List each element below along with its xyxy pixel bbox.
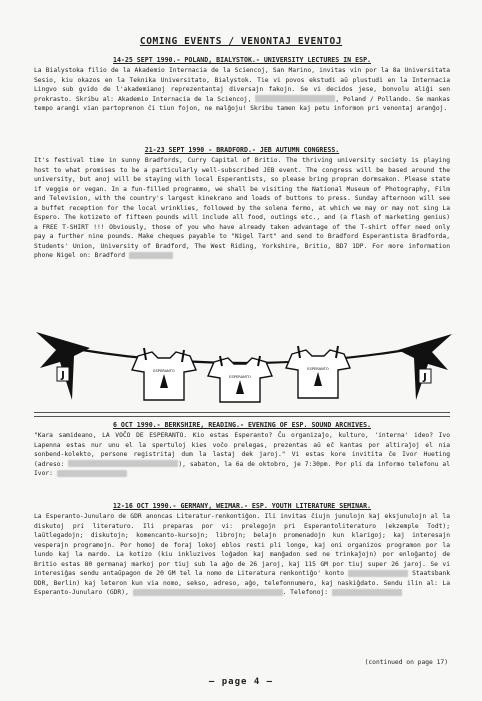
left-star-icon <box>36 332 90 400</box>
event-section-reading <box>34 421 450 479</box>
section-title: 6 OCT 1990.- BERKSHIRE, READING.- EVENING OF ESP. SOUND ARCHIVES. <box>112 421 372 429</box>
left-star-label: J <box>61 370 65 381</box>
redacted-phone <box>57 470 127 477</box>
svg-text:ESPERANTO: ESPERANTO <box>229 375 251 379</box>
section-body: La Bialystoka filio de la Akademio Internacia de la Sciencoj, San Marino, invitas vin por la 8a Universitata Sesio, kiu okazos en la Teknika Universitato, Bialystok. Tie vi povos ekstudi aŭ plustudi en la Internacia Lingvo sub gvido de l'akademianoj reprezentantaj diversajn fakojn. Se vi decidos jese, bonvolu aliĝi sen prokrasto. Skribu al: Akademio Internacia de la Sciencoj, , Poland / Pollando. Se mankas tempo aranĝi vian partoprenon ĉi tiun fojon, ne malĝoju! Skribu tamen kaj petu informon pri venontaj aranĝoj. <box>34 67 451 112</box>
event-section-weimar <box>34 502 450 598</box>
right-star-label: J <box>423 372 427 383</box>
event-section-bradford <box>34 146 450 261</box>
clothesline-rope <box>82 350 406 363</box>
event-section-bialystok <box>34 56 450 114</box>
section-title: 21-23 SEPT 1990 - BRADFORD.- JEB AUTUMN CONGRESS. <box>144 146 340 154</box>
redacted-account <box>348 570 408 577</box>
section-body: La Esperanto-Junularo de GDR anoncas Literatur-renkontiĝon. Ili invitas ĉiujn junulojn kaj eksjunulojn al la diskutoj pri literaturo. Ili preparas por vi: prelegojn pri Esperantoliteraturo (ekzemple Todt); laŭtlegadojn; diskutojn; komencanto-kursojn; librojn; belajn promenadojn kun klarigoj; kaj interesajn vesperajn programojn. Por homoj de foraj lokoj eblos resti pli longe, kaj oni organizos programon por la lundo kaj la mardo. La kotizo (kiu inkluzivos loĝadon kaj manĝadon sed ne trinkaĵojn) por enloĝantoj de Britio estas 80 germanaj markoj por tiuj sub la aĝo de 26 jaroj, kaj 115 GM por tiuj super 26 jaroj. Se vi interesiĝas sendu antaŭpagon de 20 GM tel la nomo de Literatura renkontiĝo' konto Staatsbank DDR, Berlin) kaj leteron kun via nomo, sekso, adreso, aĝo, telefonnumero, kaj naskiĝdato. Sendu ilin al: La Esperanto-Junularo (GDR), . Telefonoj: <box>34 513 451 596</box>
redacted-address <box>255 95 335 102</box>
svg-text:ESPERANTO: ESPERANTO <box>153 369 175 373</box>
section-title: 12-16 OCT 1990.- GERMANY, WEIMAR.- ESP. YOUTH LITERATURE SEMINAR. <box>112 502 372 510</box>
divider-line <box>34 416 450 417</box>
page-header: COMING EVENTS / VENONTAJ EVENTOJ <box>139 36 343 47</box>
right-star-icon <box>398 334 452 400</box>
section-body: "Kara samideano, LA VOĈO DE ESPERANTO. Kio estas Esperanto? Ĉu organizaĵo, kulturo, 'interna' ideo? Ivo Lapenna estas nur unu el la spertuloj kies voĉo prelegas, prezentas aŭ eĉ kantas por altiraĵoj el nia sonbend-kolekto, persone registritaj dum la lastaj dek jaroj." Vi estas kore invitita ĉe Ivor Hueting (adreso: ), sabaton, la 6a de oktobro, je 7:30pm. Por pli da informo telefonu al Ivor: <box>34 432 450 477</box>
divider-line <box>34 412 450 413</box>
section-title: 14-25 SEPT 1990.- POLAND, BIALYSTOK.- UNIVERSITY LECTURES IN ESP. <box>112 56 372 64</box>
section-body: It's festival time in sunny Bradfords, Curry Capital of Britio. The thriving university society is playing host to what promises to be a particularly well-subscribed JEB event. The congress will be based around the university, but anoj will be staying with local Esperantists, so please bring propran dormsakon. Please state if veggie or vegan. In a fun-filled programmo, we shall be visiting the National Museum of Photography, Film and Television, with the country's largest kinekrano and loads of buttons to press. Sunday afternoon will see a buffet reception for the local wrinklies, followed by the solena fermo, at which we may or may not sing La Espero. The kotizeto of fifteen pounds will include all food, outings etc., and (a flash of marketing genius) a FREE T-SHIRT !!! Obviously, those of you who have already taken advantage of the T-shirt offer need only pay a further nine pounds. Make cheques payable to "Nigel Tart" and send to Bradford Esperantista Bradforda, Students' Union, University of Bradford, The West Riding, Yorkshire, Britio, BD7 1DP. For more information phone Nigel on: Bradford <box>34 157 450 259</box>
redacted-phone <box>129 252 173 259</box>
redacted-phone <box>332 589 402 596</box>
continued-note: (continued on page 17) <box>364 659 448 666</box>
redacted-address <box>68 460 178 467</box>
tshirt-left <box>132 348 196 400</box>
page-number: — page 4 — <box>208 677 274 687</box>
tshirt-right <box>286 346 350 398</box>
clothesline-illustration <box>34 312 454 404</box>
redacted-address <box>133 589 283 596</box>
svg-text:ESPERANTO: ESPERANTO <box>307 367 329 371</box>
